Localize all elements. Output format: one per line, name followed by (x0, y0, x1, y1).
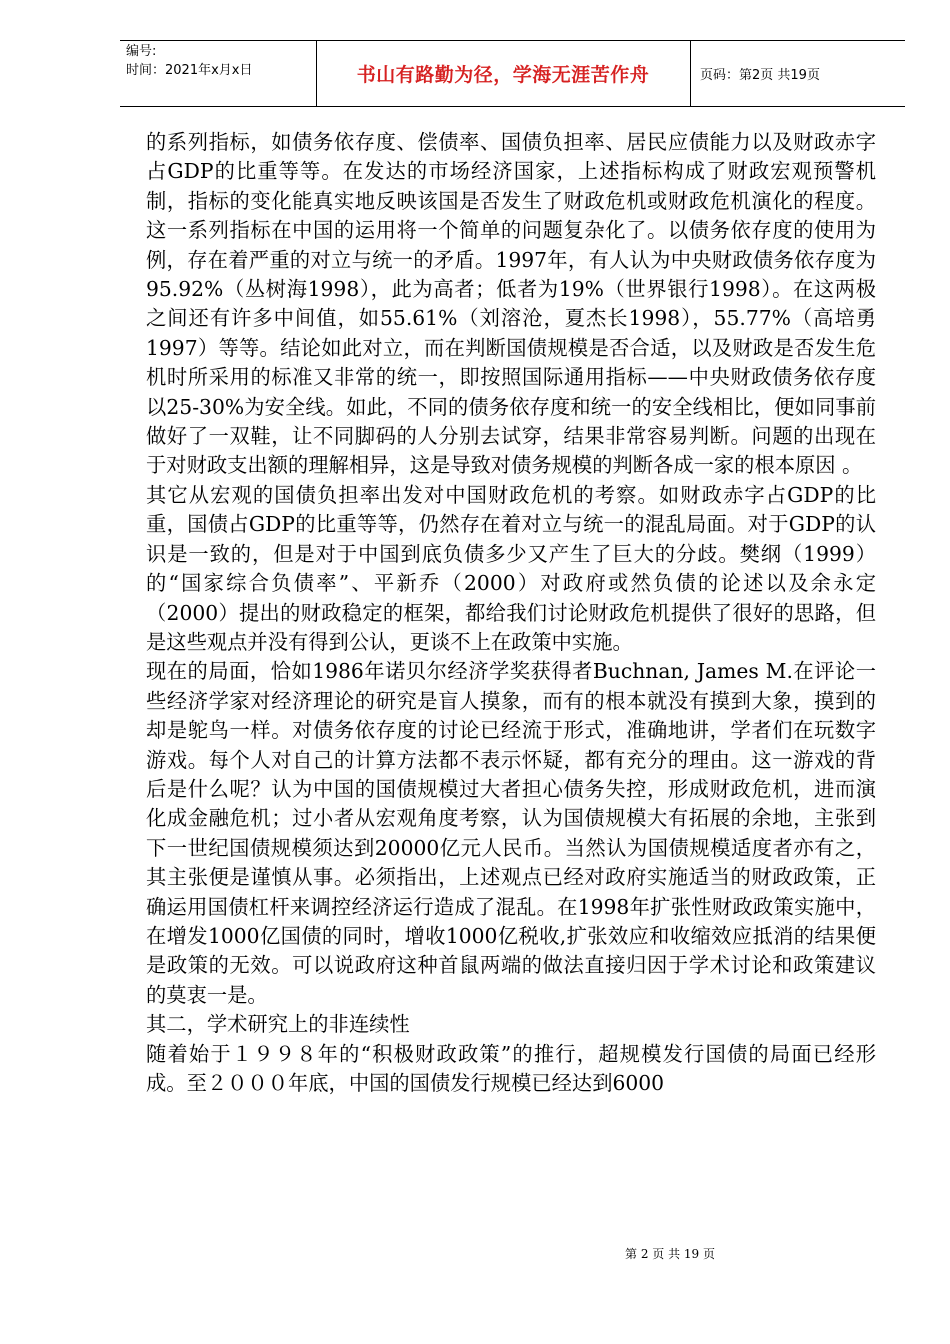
paragraph-1: 的系列指标，如债务依存度、偿债率、国债负担率、居民应债能力以及财政赤字占GDP的比重等等。在发达的市场经济国家，上述指标构成了财政宏观预警机制，指标的变化能真实地反映该国是否发生了财政危机或财政危机演化的程度。这一系列指标在中国的运用将一个简单的问题复杂化了。以债务依存度的使用为例，存在着严重的对立与统一的矛盾。1997年，有人认为中央财政债务依存度为95.92%（丛树海1998），此为高者；低者为19%（世界银行1998）。在这两极之间还有许多中间值，如55.61%（刘溶沧，夏杰长1998），55.77%（高培勇1997）等等。结论如此对立，而在判断国债规模是否合适，以及财政是否发生危机时所采用的标准又非常的统一，即按照国际通用指标——中央财政债务依存度以25-30%为安全线。如此，不同的债务依存度和统一的安全线相比，便如同事前做好了一双鞋，让不同脚码的人分别去试穿，结果非常容易判断。问题的出现在于对财政支出额的理解相异，这是导致对债务规模的判断各成一家的根本原因 。 (146, 130, 876, 478)
section-heading: 其二，学术研究上的非连续性 (146, 1012, 410, 1037)
header-divider-right (690, 40, 691, 106)
header-motto: 书山有路勤为径，学海无涯苦作舟 (356, 64, 650, 86)
document-header (120, 40, 905, 106)
page-footer: 第 2 页 共 19 页 (625, 1247, 715, 1261)
header-page-label: 页码：第2页 共19页 (700, 68, 820, 83)
paragraph-3: 现在的局面，恰如1986年诺贝尔经济学奖获得者Buchnan, James M.在评论一些经济学家对经济理论的研究是盲人摸象，而有的根本就没有摸到大象，摸到的却是鸵鸟一样。对债务依存度的讨论已经流于形式，准确地讲，学者们在玩数字游戏。每个人对自己的计算方法都不表示怀疑，都有充分的理由。这一游戏的背后是什么呢？认为中国的国债规模过大者担心债务失控，形成财政危机，进而演化成金融危机；过小者从宏观角度考察，认为国债规模大有拓展的余地，主张到下一世纪国债规模须达到20000亿元人民币。当然认为国债规模适度者亦有之，其主张便是谨慎从事。必须指出，上述观点已经对政府实施适当的财政政策，正确运用国债杠杆来调控经济运行造成了混乱。在1998年扩张性财政政策实施中，在增发1000亿国债的同时，增收1000亿税收,扩张效应和收缩效应抵消的结果便是政策的无效。可以说政府这种首鼠两端的做法直接归因于学术讨论和政策建议的莫衷一是。 (146, 659, 876, 1007)
body-text (146, 128, 876, 1098)
number-label: 编号: (126, 44, 157, 59)
paragraph-4: 随着始于１９９８年的“积极财政政策”的推行，超规模发行国债的局面已经形成。至２０００年底，中国的国债发行规模已经达到6000 (146, 1041, 876, 1095)
time-label: 时间：2021年x月x日 (126, 63, 253, 78)
header-meta (126, 42, 252, 80)
header-top-rule (120, 40, 905, 41)
paragraph-2: 其它从宏观的国债负担率出发对中国财政危机的考察。如财政赤字占GDP的比重，国债占GDP的比重等等，仍然存在着对立与统一的混乱局面。对于GDP的认识是一致的，但是对于中国到底负债多少又产生了巨大的分歧。樊纲（1999）的“国家综合负债率”、平新乔（2000）对政府或然负债的论述以及余永定（2000）提出的财政稳定的框架，都给我们讨论财政危机提供了很好的思路，但是这些观点并没有得到公认，更谈不上在政策中实施。 (146, 482, 876, 654)
header-bottom-rule (120, 106, 905, 107)
